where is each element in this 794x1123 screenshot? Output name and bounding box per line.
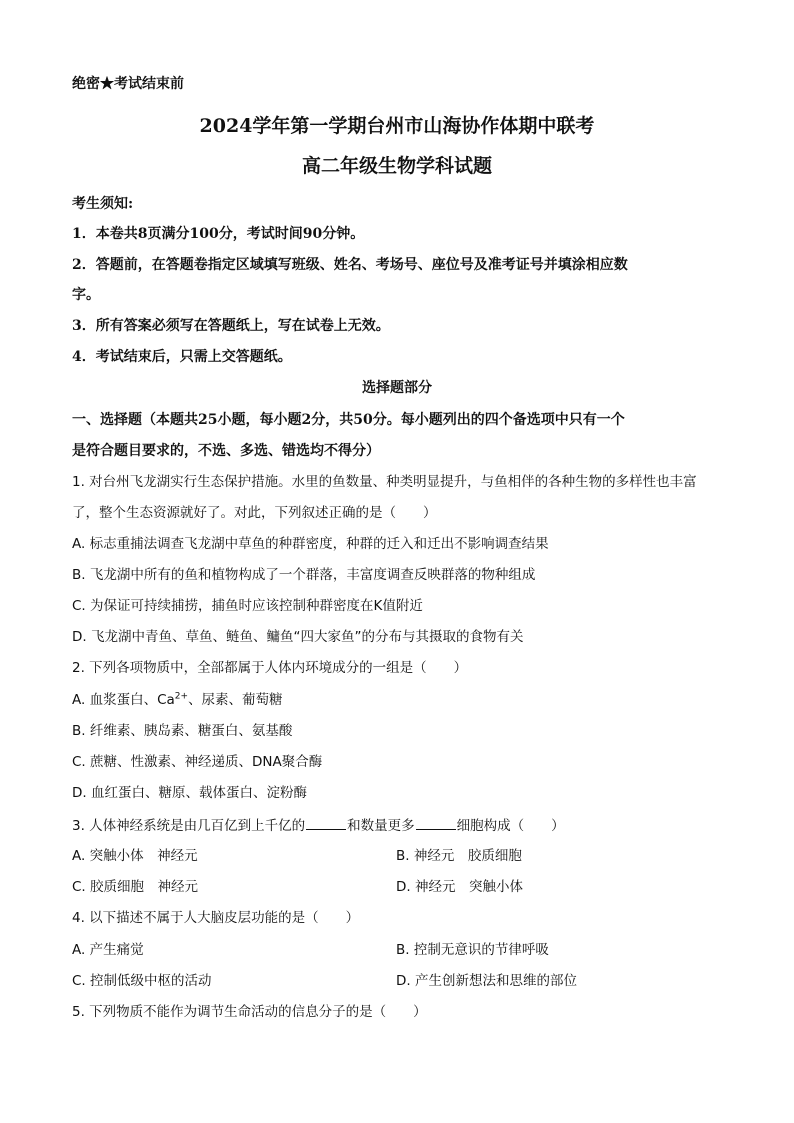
option-b[interactable]: B. 飞龙湖中所有的鱼和植物构成了一个群落，丰富度调查反映群落的物种组成 (72, 567, 536, 583)
option-b[interactable]: B. 纤维素、胰岛素、糖蛋白、氨基酸 (72, 723, 293, 739)
option-text: A. 血浆蛋白、Ca (72, 692, 175, 708)
option-d[interactable]: D. 神经元 突触小体 (396, 879, 523, 895)
option-b[interactable]: B. 神经元 胶质细胞 (396, 848, 522, 864)
instruction-item: 2．答题前，在答题卷指定区域填写班级、姓名、考场号、座位号及准考证号并填涂相应数 (72, 257, 628, 273)
stem-text: 细胞构成（ ） (456, 818, 565, 834)
stem-text: 3. 人体神经系统是由几百亿到上千亿的 (72, 818, 306, 834)
exam-subtitle: 高二年级生物学科试题 (301, 155, 492, 177)
instruction-item: 1．本卷共8页满分100分，考试时间90分钟。 (72, 226, 365, 242)
question-stem: 5. 下列物质不能作为调节生命活动的信息分子的是（ ） (72, 1004, 427, 1020)
option-c[interactable]: C. 胶质细胞 神经元 (72, 879, 199, 895)
option-d[interactable]: D. 飞龙湖中青鱼、草鱼、鲢鱼、鳙鱼“四大家鱼”的分布与其摄取的食物有关 (72, 629, 524, 645)
option-a[interactable]: A. 突触小体 神经元 (72, 848, 198, 864)
question-stem: 1. 对台州飞龙湖实行生态保护措施。水里的鱼数量、种类明显提升，与鱼相伴的各种生物的多样性也丰富 (72, 474, 697, 490)
option-c[interactable]: C. 控制低级中枢的活动 (72, 973, 212, 989)
question-stem: 4. 以下描述不属于人大脑皮层功能的是（ ） (72, 910, 360, 926)
option-a[interactable]: A. 标志重捕法调查飞龙湖中草鱼的种群密度，种群的迁入和迁出不影响调查结果 (72, 536, 549, 552)
section-heading: 一、选择题（本题共25小题，每小题2分，共50分。每小题列出的四个备选项中只有一个 (72, 412, 625, 428)
section-heading: 是符合题目要求的，不选、多选、错选均不得分） (72, 443, 380, 459)
instruction-item: 4．考试结束后，只需上交答题纸。 (72, 349, 292, 365)
instructions-heading: 考生须知: (72, 196, 134, 212)
question-stem (72, 815, 565, 836)
option-a[interactable] (72, 690, 283, 710)
instruction-item: 3．所有答案必须写在答题纸上，写在试卷上无效。 (72, 318, 390, 334)
exam-title: 2024学年第一学期台州市山海协作体期中联考 (199, 115, 595, 137)
section-label: 选择题部分 (362, 380, 432, 396)
option-d[interactable]: D. 血红蛋白、糖原、载体蛋白、淀粉酶 (72, 785, 307, 801)
option-text: 、尿素、葡萄糖 (188, 692, 283, 708)
option-c[interactable]: C. 为保证可持续捕捞，捕鱼时应该控制种群密度在K值附近 (72, 598, 423, 614)
option-a[interactable]: A. 产生痛觉 (72, 942, 144, 958)
question-stem: 了，整个生态资源就好了。对此，下列叙述正确的是（ ） (72, 505, 437, 521)
instruction-item: 字。 (72, 287, 100, 303)
question-stem: 2. 下列各项物质中，全部都属于人体内环境成分的一组是（ ） (72, 660, 468, 676)
option-c[interactable]: C. 蔗糖、性激素、神经递质、DNA聚合酶 (72, 754, 323, 770)
stem-text: 和数量更多 (347, 818, 415, 834)
option-b[interactable]: B. 控制无意识的节律呼吸 (396, 942, 549, 958)
superscript: 2+ (174, 691, 189, 702)
secret-mark: 绝密★考试结束前 (72, 76, 184, 92)
option-d[interactable]: D. 产生创新想法和思维的部位 (396, 973, 577, 989)
fill-blank (416, 815, 456, 830)
fill-blank (306, 815, 346, 830)
